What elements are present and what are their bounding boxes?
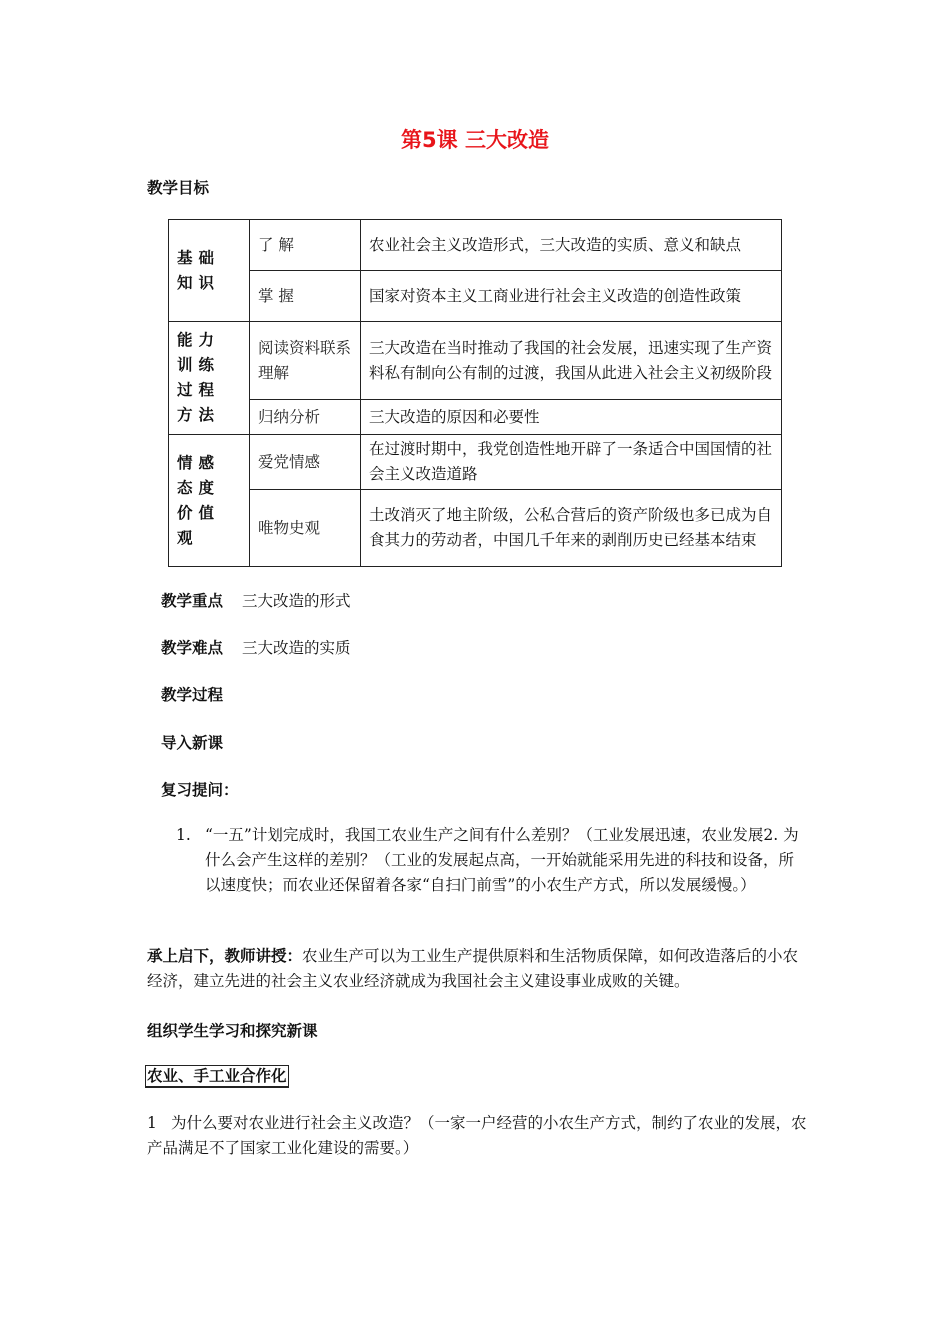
key-point — [161, 589, 350, 611]
objective-content: 国家对资本主义工商业进行社会主义改造的创造性政策 — [361, 271, 782, 322]
intro-heading: 导入新课 — [161, 734, 224, 752]
objective-category: 基础知识 — [169, 220, 250, 322]
objective-content: 在过渡时期中，我党创造性地开辟了一条适合中国国情的社会主义改造道路 — [361, 435, 782, 490]
review-heading: 复习提问： — [161, 781, 239, 799]
objective-subcategory: 了 解 — [250, 220, 361, 271]
objective-subcategory: 爱党情感 — [250, 435, 361, 490]
objective-content: 农业社会主义改造形式，三大改造的实质、意义和缺点 — [361, 220, 782, 271]
objective-subcategory: 唯物史观 — [250, 490, 361, 567]
question-number: 1 — [147, 1114, 157, 1132]
key-point-label: 教学重点 — [161, 592, 224, 610]
objective-content: 三大改造的原因和必要性 — [361, 400, 782, 435]
table-row — [169, 322, 782, 400]
study-heading: 组织学生学习和探究新课 — [147, 1022, 318, 1040]
section-heading-box — [145, 1064, 289, 1086]
table-row — [169, 435, 782, 490]
table-row — [169, 400, 782, 435]
difficulty — [161, 636, 350, 658]
objective-category: 情感态度价值观 — [169, 435, 250, 567]
objective-subcategory: 归纳分析 — [250, 400, 361, 435]
table-row — [169, 271, 782, 322]
table-row — [169, 490, 782, 567]
transition-label: 承上启下，教师讲授： — [147, 947, 303, 965]
review-item-text: “一五”计划完成时，我国工农业生产之间有什么差别？（工业发展迅速，农业发展2. 为什么会产生这样的差别？（工业的发展起点高，一开始就能采用先进的科技和设备，所以速度快；而农业还保留着各家“自扫门前雪”的小农生产方式，所以发展缓慢。） — [205, 826, 799, 894]
objective-subcategory: 掌 握 — [250, 271, 361, 322]
section-heading: 农业、手工业合作化 — [145, 1065, 289, 1088]
key-point-text: 三大改造的形式 — [241, 592, 351, 610]
objectives-table — [168, 219, 782, 567]
page-title: 第5课 三大改造 — [401, 128, 549, 152]
objective-content: 三大改造在当时推动了我国的社会发展，迅速实现了生产资料私有制向公有制的过渡，我国从此进入社会主义初级阶段 — [361, 322, 782, 400]
transition-text: 农业生产可以为工业生产提供原料和生活物质保障，如何改造落后的小农经济，建立先进的社会主义农业经济就成为我国社会主义建设事业成败的关键。 — [147, 947, 799, 990]
process-heading: 教学过程 — [161, 686, 224, 704]
objective-content: 土改消灭了地主阶级，公私合营后的资产阶级也多已成为自食其力的劳动者，中国几千年来的剥削历史已经基本结束 — [361, 490, 782, 567]
difficulty-text: 三大改造的实质 — [241, 639, 351, 657]
objective-category: 能力训练过程方法 — [169, 322, 250, 435]
objectives-heading: 教学目标 — [147, 179, 210, 197]
review-item-number: 1. — [176, 826, 191, 844]
transition-paragraph — [147, 944, 807, 994]
question-text: 为什么要对农业进行社会主义改造？（一家一户经营的小农生产方式，制约了农业的发展，农产品满足不了国家工业化建设的需要。） — [147, 1114, 807, 1157]
table-row — [169, 220, 782, 271]
objective-subcategory: 阅读资料联系理解 — [250, 322, 361, 400]
difficulty-label: 教学难点 — [161, 639, 224, 657]
